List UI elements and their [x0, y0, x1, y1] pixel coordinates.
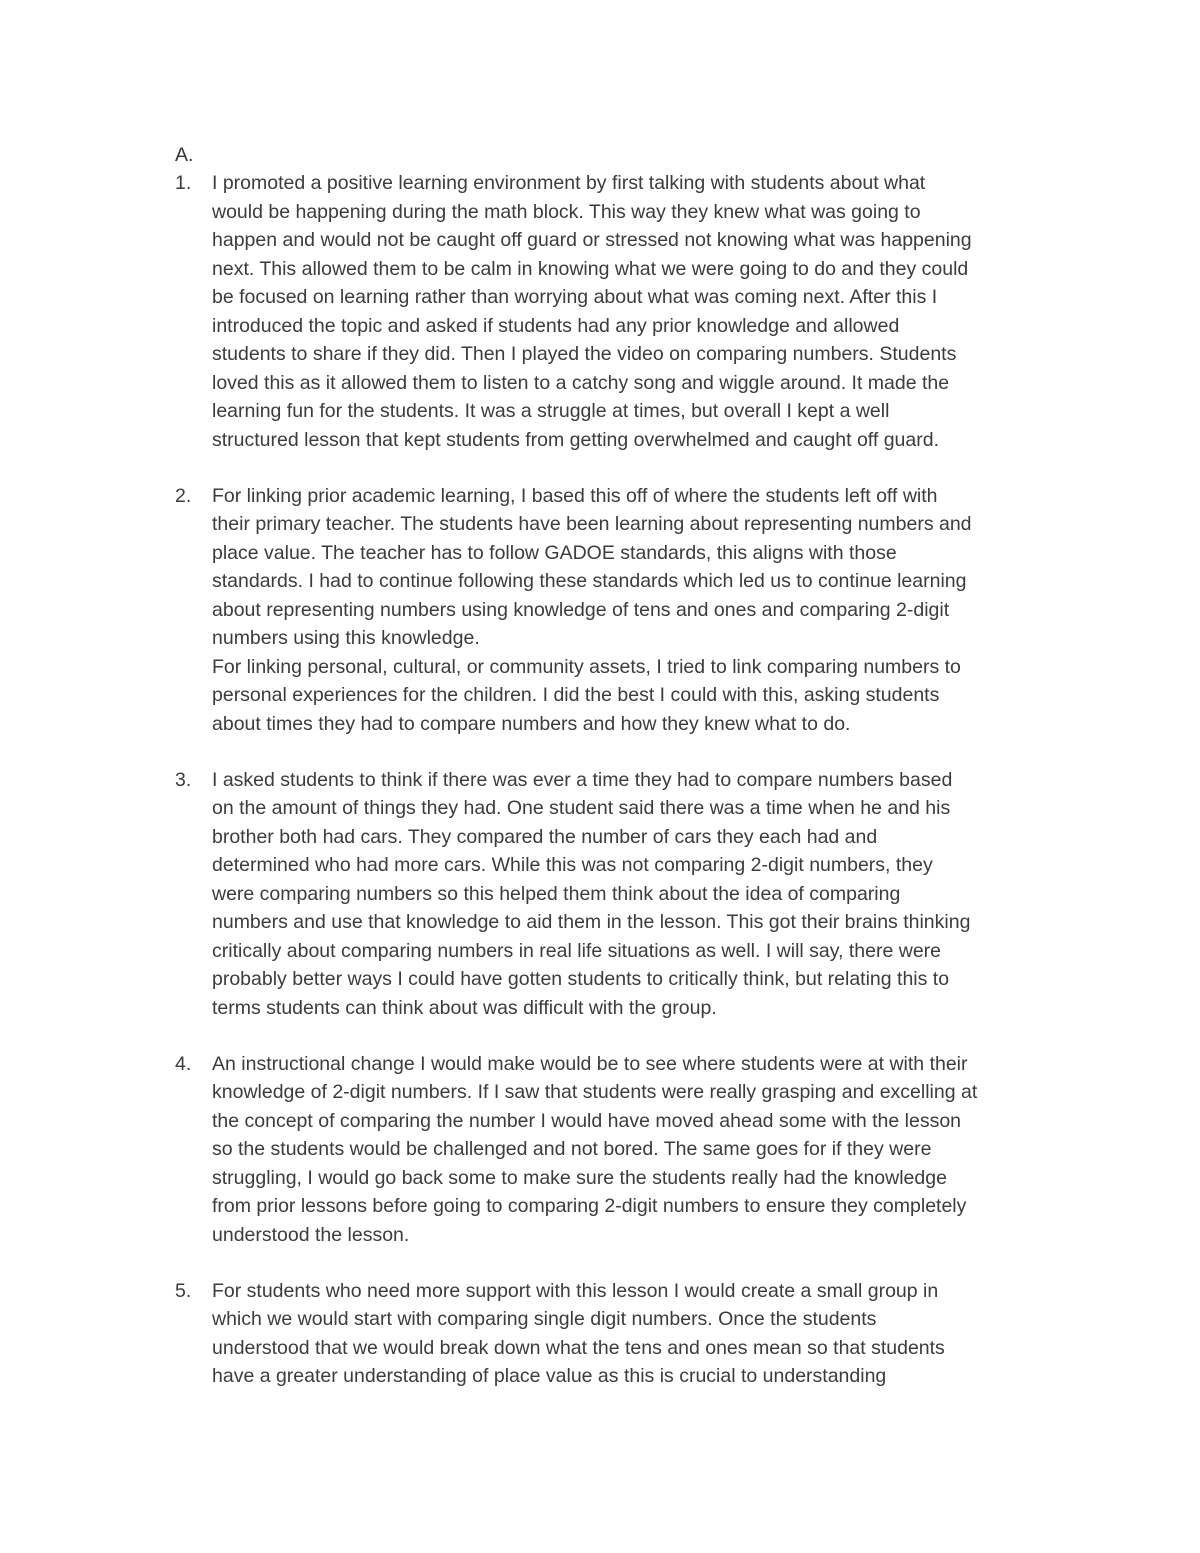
- list-item-paragraph: I asked students to think if there was ever a time they had to compare numbers based on the amount of things they had. One student said there was a time when he and his brother both had cars. They compared the number of cars they each had and determined who had more cars. While this was not comparing 2-digit numbers, they were comparing numbers so this helped them think about the idea of comparing numbers and use that knowledge to aid them in the lesson. This got their brains thinking critically about comparing numbers in real life situations as well. I will say, there were probably better ways I could have gotten students to critically think, but relating this to terms students can think about was difficult with the group.: [212, 768, 971, 1019]
- list-item: [175, 482, 1075, 739]
- list-item: [175, 169, 1075, 454]
- numbered-list: [175, 169, 1075, 1418]
- list-item-paragraph: For linking personal, cultural, or community assets, I tried to link comparing numbers to personal experiences for the children. I did the best I could with this, asking students about times they had to compare numbers and how they knew what to do.: [212, 655, 961, 735]
- list-item-paragraph: For students who need more support with this lesson I would create a small group in which we would start with comparing single digit numbers. Once the students understood that we would break down what the tens and ones mean so that students have a greater understanding of place value as this is crucial to understanding: [212, 1279, 945, 1387]
- list-item: [175, 1277, 1075, 1391]
- list-item: [175, 1050, 1075, 1250]
- list-item-number: 3.: [175, 768, 192, 791]
- list-item-paragraph: An instructional change I would make would be to see where students were at with their knowledge of 2-digit numbers. If I saw that students were really grasping and excelling at the concept of comparing the number I would have moved ahead some with the lesson so the students would be challenged and not bored. The same goes for if they were struggling, I would go back some to make sure the students really had the knowledge from prior lessons before going to comparing 2-digit numbers to ensure they completely understood the lesson.: [212, 1052, 978, 1246]
- list-item-paragraph: For linking prior academic learning, I based this off of where the students left off with their primary teacher. The students have been learning about representing numbers and place value. The teacher has to follow GADOE standards, this aligns with those standards. I had to continue following these standards which led us to continue learning about representing numbers using knowledge of tens and ones and comparing 2-digit numbers using this knowledge.: [212, 484, 972, 649]
- list-item-number: 2.: [175, 484, 192, 507]
- list-item-number: 1.: [175, 172, 192, 194]
- list-item-number: 4.: [175, 1052, 192, 1075]
- list-item-paragraph: I promoted a positive learning environment by first talking with students about what would be happening during the math block. This way they knew what was going to happen and would not be caught off guard or stressed not knowing what was happening next. This allowed them to be calm in knowing what we were going to do and they could be focused on learning rather than worrying about what was coming next. After this I introduced the topic and asked if students had any prior knowledge and allowed students to share if they did. Then I played the video on comparing numbers. Students loved this as it allowed them to listen to a catchy song and wiggle around. It made the learning fun for the students. It was a struggle at times, but overall I kept a well structured lesson that kept students from getting overwhelmed and caught off guard.: [212, 172, 972, 451]
- section-heading: A.: [175, 144, 194, 166]
- list-item: [175, 766, 1075, 1023]
- list-item-number: 5.: [175, 1279, 192, 1302]
